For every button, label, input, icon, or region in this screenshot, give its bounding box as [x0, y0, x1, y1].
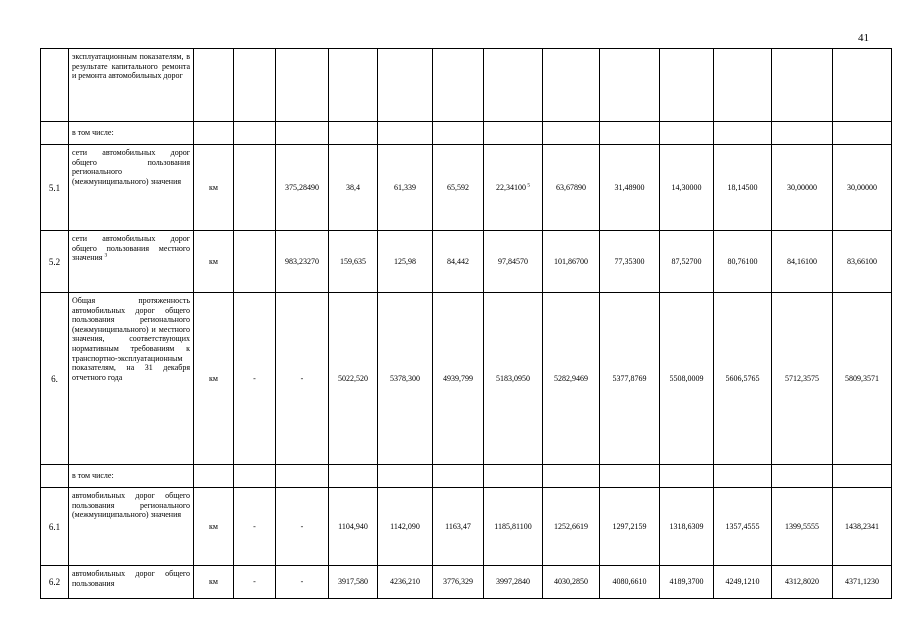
value-cell: 80,76100: [714, 231, 772, 293]
unit-cell: км: [194, 488, 234, 566]
value-cell: 65,592: [433, 145, 484, 231]
value-cell: [378, 49, 433, 122]
value-cell: 5508,0009: [660, 293, 714, 465]
value-cell: [600, 465, 660, 488]
value-cell: -: [276, 488, 329, 566]
value-cell: [543, 122, 600, 145]
value-cell: [234, 122, 276, 145]
value-cell: -: [276, 293, 329, 465]
value-cell: -: [234, 293, 276, 465]
value-cell: 5606,5765: [714, 293, 772, 465]
value-cell: 1297,2159: [600, 488, 660, 566]
value-cell: [433, 465, 484, 488]
unit-cell: км: [194, 145, 234, 231]
value-cell: 4030,2850: [543, 566, 600, 599]
unit-cell: км: [194, 566, 234, 599]
value-cell: 38,4: [329, 145, 378, 231]
table-row: [41, 465, 892, 488]
value-cell: [484, 49, 543, 122]
value-cell: 3776,329: [433, 566, 484, 599]
value-cell: [660, 465, 714, 488]
value-cell: [833, 465, 892, 488]
value-cell: 4312,8020: [772, 566, 833, 599]
description-text: сети автомобильных дорог общего пользования местного значения: [72, 234, 190, 263]
value-cell: -: [234, 566, 276, 599]
value-cell: 22,34100 $^5$: [484, 145, 543, 231]
value-cell: 1142,090: [378, 488, 433, 566]
value-cell: 1399,5555: [772, 488, 833, 566]
value-cell: 1318,6309: [660, 488, 714, 566]
value-cell: [433, 122, 484, 145]
value-cell: [484, 122, 543, 145]
unit-cell: [194, 122, 234, 145]
value-cell: [378, 465, 433, 488]
value-cell: [329, 465, 378, 488]
row-description: [69, 145, 194, 231]
value-cell: 4249,1210: [714, 566, 772, 599]
description-text: эксплуатационным показателям, в результате капитального ремонта и ремонта автомобильных дорог: [72, 52, 190, 81]
unit-cell: [194, 465, 234, 488]
table-row: [41, 231, 892, 293]
value-cell: 1438,2341: [833, 488, 892, 566]
value-cell: 159,635: [329, 231, 378, 293]
value-cell: [543, 465, 600, 488]
description-text: в том числе:: [72, 471, 114, 481]
value-cell: [329, 122, 378, 145]
value-cell: [276, 49, 329, 122]
value-cell: 5183,0950: [484, 293, 543, 465]
unit-cell: км: [194, 231, 234, 293]
value-cell: 5022,520: [329, 293, 378, 465]
description-text: Общая протяженность автомобильных дорог общего пользования регионального (межмуниципального) и местного значения, соответствующих нормативным требованиям к транспортно-эксплуатационным показателям, на 31 декабря отчетного года: [72, 296, 190, 382]
value-cell: [660, 122, 714, 145]
row-number: 5.1: [41, 145, 69, 231]
value-cell: [234, 49, 276, 122]
page-number: 41: [858, 32, 869, 44]
footnote-marker: 5: [525, 181, 531, 188]
value-cell: 101,86700: [543, 231, 600, 293]
value-cell: 84,16100: [772, 231, 833, 293]
value-cell: [378, 122, 433, 145]
unit-cell: [194, 49, 234, 122]
row-description: [69, 231, 194, 293]
value-cell: 4236,210: [378, 566, 433, 599]
row-description: [69, 293, 194, 465]
description-text: автомобильных дорог общего пользования: [72, 569, 190, 588]
value-cell: 1357,4555: [714, 488, 772, 566]
value-cell: 84,442: [433, 231, 484, 293]
value-cell: [772, 465, 833, 488]
value-cell: 5378,300: [378, 293, 433, 465]
value-cell: 4189,3700: [660, 566, 714, 599]
indicators-table: [40, 48, 892, 599]
value-cell: [660, 49, 714, 122]
description-text: в том числе:: [72, 128, 114, 138]
value-cell: 5377,8769: [600, 293, 660, 465]
value-cell: -: [234, 488, 276, 566]
value-cell: [772, 49, 833, 122]
value-cell: 1252,6619: [543, 488, 600, 566]
row-number: 5.2: [41, 231, 69, 293]
value-cell: [484, 465, 543, 488]
value-cell: [433, 49, 484, 122]
value-cell: [234, 145, 276, 231]
row-number: 6.1: [41, 488, 69, 566]
value-cell: 30,00000: [833, 145, 892, 231]
value-cell: 1104,940: [329, 488, 378, 566]
value-cell: 61,339: [378, 145, 433, 231]
value-cell: [234, 465, 276, 488]
table-row: [41, 145, 892, 231]
value-cell: 4939,799: [433, 293, 484, 465]
row-number: [41, 49, 69, 122]
row-description: [69, 49, 194, 122]
row-number: [41, 465, 69, 488]
table-row: [41, 122, 892, 145]
value-cell: -: [276, 566, 329, 599]
table-row: [41, 49, 892, 122]
row-number: 6.2: [41, 566, 69, 599]
value-cell: 77,35300: [600, 231, 660, 293]
table-row: [41, 488, 892, 566]
value-cell: 14,30000: [660, 145, 714, 231]
row-number: 6.: [41, 293, 69, 465]
value-cell: 4371,1230: [833, 566, 892, 599]
value-cell: 5282,9469: [543, 293, 600, 465]
row-description: [69, 122, 194, 145]
value-cell: 83,66100: [833, 231, 892, 293]
value-cell: [543, 49, 600, 122]
value-cell: 983,23270: [276, 231, 329, 293]
value-cell: 5809,3571: [833, 293, 892, 465]
value-cell: [714, 465, 772, 488]
value-cell: 1185,81100: [484, 488, 543, 566]
value-cell: [833, 49, 892, 122]
value-cell: [772, 122, 833, 145]
value-cell: [714, 122, 772, 145]
value-cell: 63,67890: [543, 145, 600, 231]
value-cell: 18,14500: [714, 145, 772, 231]
value-cell: 87,52700: [660, 231, 714, 293]
value-cell: 5712,3575: [772, 293, 833, 465]
value-cell: 3997,2840: [484, 566, 543, 599]
row-number: [41, 122, 69, 145]
value-cell: [276, 465, 329, 488]
description-text: автомобильных дорог общего пользования регионального (межмуниципального) значения: [72, 491, 190, 520]
value-cell: 30,00000: [772, 145, 833, 231]
value-cell: 375,28490: [276, 145, 329, 231]
table-row: [41, 293, 892, 465]
value-cell: [833, 122, 892, 145]
row-description: [69, 488, 194, 566]
table-row: [41, 566, 892, 599]
row-description: [69, 566, 194, 599]
value-cell: [234, 231, 276, 293]
footnote-marker: 3: [104, 252, 108, 259]
value-cell: 4080,6610: [600, 566, 660, 599]
value-cell: [276, 122, 329, 145]
unit-cell: км: [194, 293, 234, 465]
value-cell: 3917,580: [329, 566, 378, 599]
value-cell: 97,84570: [484, 231, 543, 293]
value-cell: [329, 49, 378, 122]
value-cell: [600, 122, 660, 145]
value-cell: [600, 49, 660, 122]
value-cell: 31,48900: [600, 145, 660, 231]
value-cell: 1163,47: [433, 488, 484, 566]
value-cell: 125,98: [378, 231, 433, 293]
row-description: [69, 465, 194, 488]
description-text: сети автомобильных дорог общего пользования регионального (межмуниципального) значения: [72, 148, 190, 186]
value-cell: [714, 49, 772, 122]
